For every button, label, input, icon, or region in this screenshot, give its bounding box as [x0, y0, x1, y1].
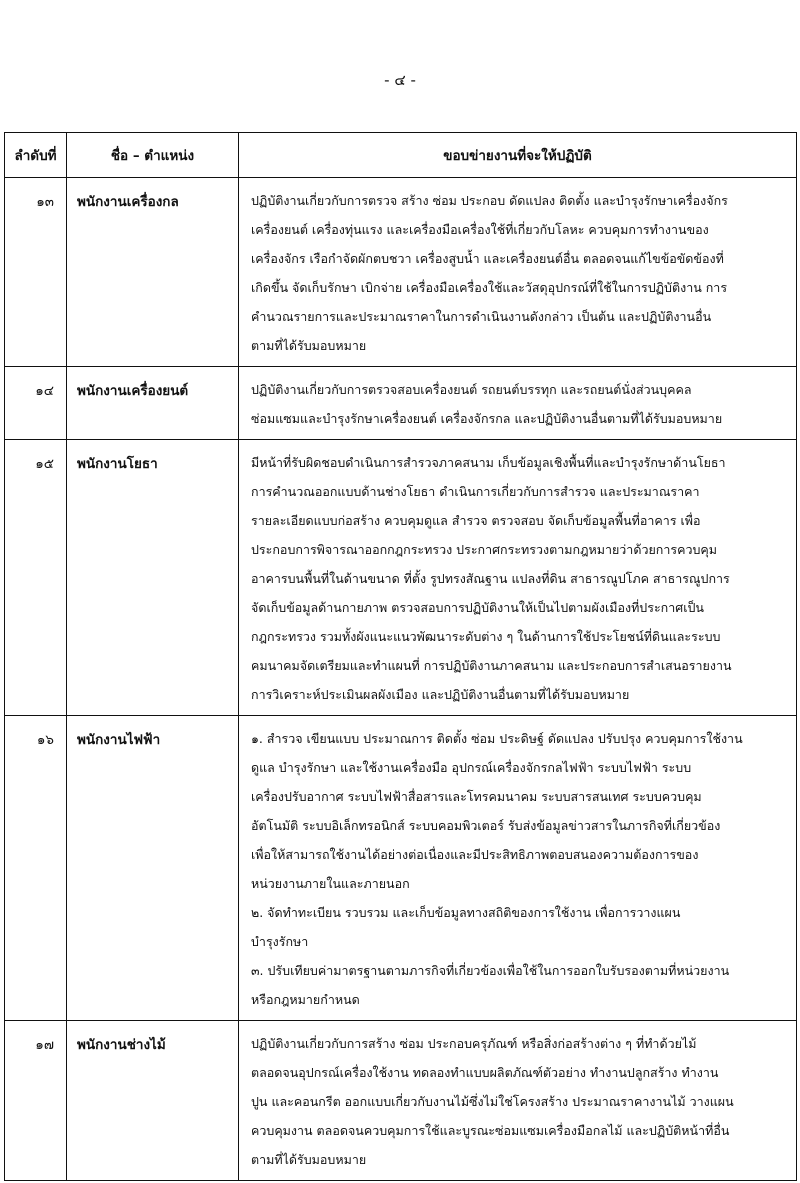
description-line: หน่วยงานภายในและภายนอก: [251, 876, 410, 891]
description-line: ตลอดจนอุปกรณ์เครื่องใช้งาน ทดลองทำแบบผลิตภัณฑ์ตัวอย่าง ทำงานปลูกสร้าง ทำงาน: [251, 1065, 719, 1080]
table-row: [5, 178, 797, 367]
position-name: พนักงานเครื่องกล: [67, 178, 239, 367]
description-line: เครื่องยนต์ เครื่องทุ่นแรง และเครื่องมือเครื่องใช้ที่เกี่ยวกับโลหะ ควบคุมการทำงานของ: [251, 222, 709, 237]
description-line: ปฏิบัติงานเกี่ยวกับการตรวจ สร้าง ซ่อม ประกอบ ดัดแปลง ติดตั้ง และบำรุงรักษาเครื่องจักร: [251, 193, 728, 208]
description-line: เพื่อให้สามารถใช้งานได้อย่างต่อเนื่องและมีประสิทธิภาพตอบสนองความต้องการของ: [251, 847, 699, 862]
description-line: การคำนวณออกแบบด้านช่างโยธา ดำเนินการเกี่ยวกับการสำรวจ และประมาณราคา: [251, 484, 700, 499]
description-line: การวิเคราะห์ประเมินผลผังเมือง และปฏิบัติงานอื่นตามที่ได้รับมอบหมาย: [251, 687, 630, 702]
description-line: จัดเก็บข้อมูลด้านกายภาพ ตรวจสอบการปฏิบัติงานให้เป็นไปตามผังเมืองที่ประกาศเป็น: [251, 600, 704, 615]
row-number: ๑๔: [5, 367, 67, 440]
description-line: บำรุงรักษา: [251, 934, 309, 949]
description-line: ๑. สำรวจ เขียนแบบ ประมาณการ ติดตั้ง ซ่อม ประดิษฐ์ ดัดแปลง ปรับปรุง ควบคุมการใช้งาน: [251, 731, 743, 746]
description-line: ปฏิบัติงานเกี่ยวกับการตรวจสอบเครื่องยนต์ รถยนต์บรรทุก และรถยนต์นั่งส่วนบุคคล: [251, 382, 692, 397]
description-line: อัตโนมัติ ระบบอิเล็กทรอนิกส์ ระบบคอมพิวเตอร์ รับส่งข้อมูลข่าวสารในภารกิจที่เกี่ยวข้อง: [251, 818, 721, 833]
table-row: [5, 367, 797, 440]
table-row: [5, 716, 797, 1021]
description-line: อาคารบนพื้นที่ในด้านขนาด ที่ตั้ง รูปทรงสัณฐาน แปลงที่ดิน สาธารณูปโภค สาธารณูปการ: [251, 571, 730, 586]
description-line: ประกอบการพิจารณาออกกฎกระทรวง ประกาศกระทรวงตามกฎหมายว่าด้วยการควบคุม: [251, 542, 718, 557]
description-line: หรือกฎหมายกำหนด: [251, 992, 360, 1007]
duty-description: [239, 440, 797, 716]
column-header-name-position: ชื่อ – ตำแหน่ง: [67, 133, 239, 178]
description-line: ๓. ปรับเทียบค่ามาตรฐานตามภารกิจที่เกี่ยวข้องเพื่อใช้ในการออกใบรับรองตามที่หน่วยงาน: [251, 963, 730, 978]
duty-description: [239, 367, 797, 440]
description-line: ปฏิบัติงานเกี่ยวกับการสร้าง ซ่อม ประกอบครุภัณฑ์ หรือสิ่งก่อสร้างต่าง ๆ ที่ทำด้วยไม้: [251, 1036, 697, 1051]
description-line: ตามที่ได้รับมอบหมาย: [251, 338, 367, 353]
description-line: คำนวณรายการและประมาณราคาในการดำเนินงานดังกล่าว เป็นต้น และปฏิบัติงานอื่น: [251, 309, 712, 324]
description-line: ๒. จัดทำทะเบียน รวบรวม และเก็บข้อมูลทางสถิติของการใช้งาน เพื่อการวางแผน: [251, 905, 681, 920]
page-number: - ๔ -: [384, 71, 416, 89]
description-line: กฎกระทรวง รวมทั้งผังแนะแนวพัฒนาระดับต่าง ๆ ในด้านการใช้ประโยชน์ที่ดินและระบบ: [251, 629, 721, 644]
description-line: ดูแล บำรุงรักษา และใช้งานเครื่องมือ อุปกรณ์เครื่องจักรกลไฟฟ้า ระบบไฟฟ้า ระบบ: [251, 760, 692, 775]
description-line: ซ่อมแซมและบำรุงรักษาเครื่องยนต์ เครื่องจักรกล และปฏิบัติงานอื่นตามที่ได้รับมอบหมาย: [251, 411, 723, 426]
position-name: พนักงานช่างไม้: [67, 1021, 239, 1181]
description-line: เกิดขึ้น จัดเก็บรักษา เบิกจ่าย เครื่องมือเครื่องใช้และวัสดุอุปกรณ์ที่ใช้ในการปฏิบัติงาน การ: [251, 280, 728, 295]
description-line: มีหน้าที่รับผิดชอบดำเนินการสำรวจภาคสนาม เก็บข้อมูลเชิงพื้นที่และบำรุงรักษาด้านโยธา: [251, 455, 726, 470]
description-line: เครื่องจักร เรือกำจัดผักตบชวา เครื่องสูบน้ำ และเครื่องยนต์อื่น ตลอดจนแก้ไขข้อขัดข้องที่: [251, 251, 724, 266]
duty-description: [239, 716, 797, 1021]
table-row: [5, 440, 797, 716]
row-number: ๑๕: [5, 440, 67, 716]
position-name: พนักงานไฟฟ้า: [67, 716, 239, 1021]
description-line: คมนาคมจัดเตรียมและทำแผนที่ การปฏิบัติงานภาคสนาม และประกอบการสำเสนอรายงาน: [251, 658, 732, 673]
description-line: ปูน และคอนกรีต ออกแบบเกี่ยวกับงานไม้ซึ่งไม่ใช่โครงสร้าง ประมาณราคางานไม้ วางแผน: [251, 1094, 734, 1109]
description-line: รายละเอียดแบบก่อสร้าง ควบคุมดูแล สำรวจ ตรวจสอบ จัดเก็บข้อมูลพื้นที่อาคาร เพื่อ: [251, 513, 701, 528]
row-number: ๑๖: [5, 716, 67, 1021]
description-line: เครื่องปรับอากาศ ระบบไฟฟ้าสื่อสารและโทรคมนาคม ระบบสารสนเทศ ระบบควบคุม: [251, 789, 702, 804]
description-line: ตามที่ได้รับมอบหมาย: [251, 1152, 367, 1167]
table-header-row: [5, 133, 797, 178]
description-line: ควบคุมงาน ตลอดจนควบคุมการใช้และบูรณะซ่อมแซมเครื่องมือกลไม้ และปฏิบัติหน้าที่อื่น: [251, 1123, 730, 1138]
position-name: พนักงานเครื่องยนต์: [67, 367, 239, 440]
job-duties-table: [4, 132, 797, 1181]
row-number: ๑๓: [5, 178, 67, 367]
duty-description: [239, 178, 797, 367]
position-name: พนักงานโยธา: [67, 440, 239, 716]
duty-description: [239, 1021, 797, 1181]
column-header-scope: ขอบข่ายงานที่จะให้ปฏิบัติ: [239, 133, 797, 178]
row-number: ๑๗: [5, 1021, 67, 1181]
table-row: [5, 1021, 797, 1181]
column-header-number: ลำดับที่: [5, 133, 67, 178]
